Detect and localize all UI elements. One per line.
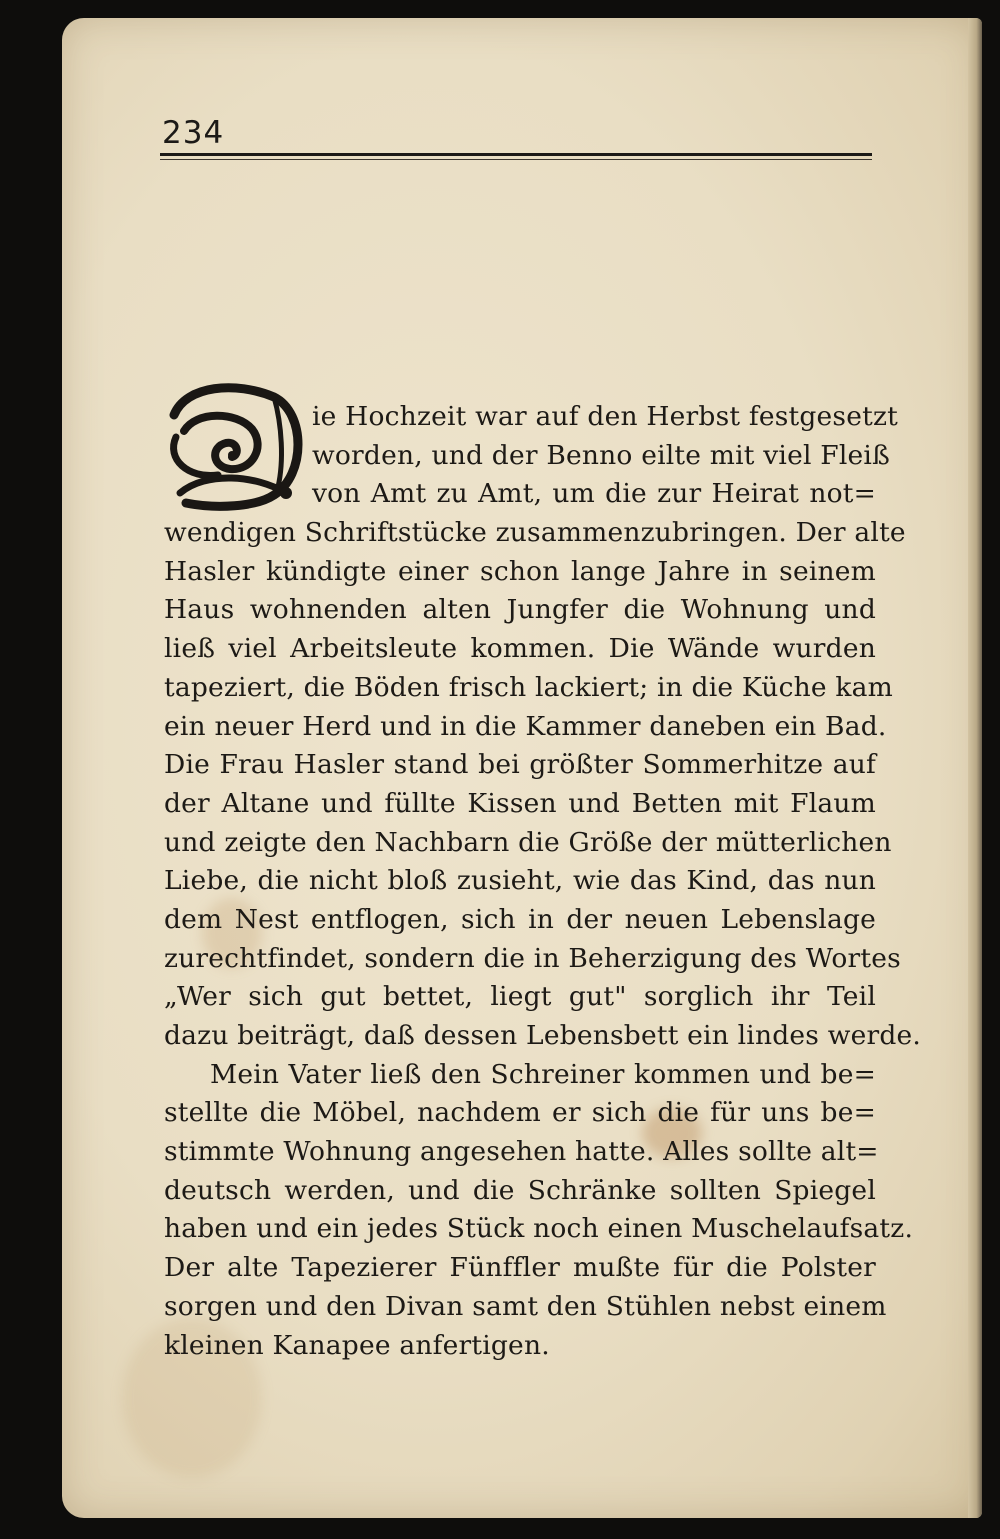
text-line: haben und ein jedes Stück noch einen Muschelaufsatz. <box>164 1213 914 1245</box>
text-line: „Wer sich gut bettet, liegt gut" sorglich ihr Teil <box>164 981 876 1013</box>
text-line: Mein Vater ließ den Schreiner kommen und be= <box>210 1058 876 1090</box>
text-line: von Amt zu Amt, um die zur Heirat not= <box>312 478 876 510</box>
text-line: tapeziert, die Böden frisch lackiert; in die Küche kam <box>164 671 893 703</box>
text-line: deutsch werden, und die Schränke sollten Spiegel <box>164 1174 876 1206</box>
text-line: kleinen Kanapee anfertigen. <box>164 1329 550 1361</box>
header-rule <box>160 153 872 156</box>
page-number: 234 <box>162 115 225 151</box>
body-text <box>164 398 922 1365</box>
text-line: dazu beiträgt, daß dessen Lebensbett ein lindes werde. <box>164 1020 922 1051</box>
page-edge <box>968 18 982 1518</box>
text-line: Die Frau Hasler stand bei größter Sommerhitze auf <box>164 749 876 781</box>
text-line: sorgen und den Divan samt den Stühlen nebst einem <box>164 1290 887 1322</box>
text-line: stellte die Möbel, nachdem er sich die für uns be= <box>164 1097 876 1129</box>
text-line: worden, und der Benno eilte mit viel Fleiß <box>312 439 891 471</box>
text-line: der Altane und füllte Kissen und Betten mit Flaum <box>164 787 876 819</box>
text-line: zurechtfindet, sondern die in Beherzigung des Wortes <box>164 942 901 974</box>
page-header <box>160 115 872 165</box>
text-line: und zeigte den Nachbarn die Größe der mütterlichen <box>164 826 892 858</box>
text-line: ließ viel Arbeitsleute kommen. Die Wände wurden <box>164 633 876 665</box>
header-rule-thin <box>160 159 872 160</box>
text-line: Der alte Tapezierer Fünffler mußte für die Polster <box>164 1252 876 1284</box>
text-line: stimmte Wohnung angesehen hatte. Alles sollte alt= <box>164 1136 879 1168</box>
text-line: wendigen Schriftstücke zusammenzubringen. Der alte <box>164 517 906 549</box>
text-line: dem Nest entflogen, sich in der neuen Lebenslage <box>164 903 876 935</box>
text-line: Haus wohnenden alten Jungfer die Wohnung und <box>164 594 876 626</box>
text-line: Hasler kündigte einer schon lange Jahre in seinem <box>164 555 876 587</box>
text-line: ein neuer Herd und in die Kammer daneben ein Bad. <box>164 710 887 742</box>
text-line: ie Hochzeit war auf den Herbst festgesetzt <box>312 401 898 432</box>
text-line: Liebe, die nicht bloß zusieht, wie das Kind, das nun <box>164 865 876 897</box>
